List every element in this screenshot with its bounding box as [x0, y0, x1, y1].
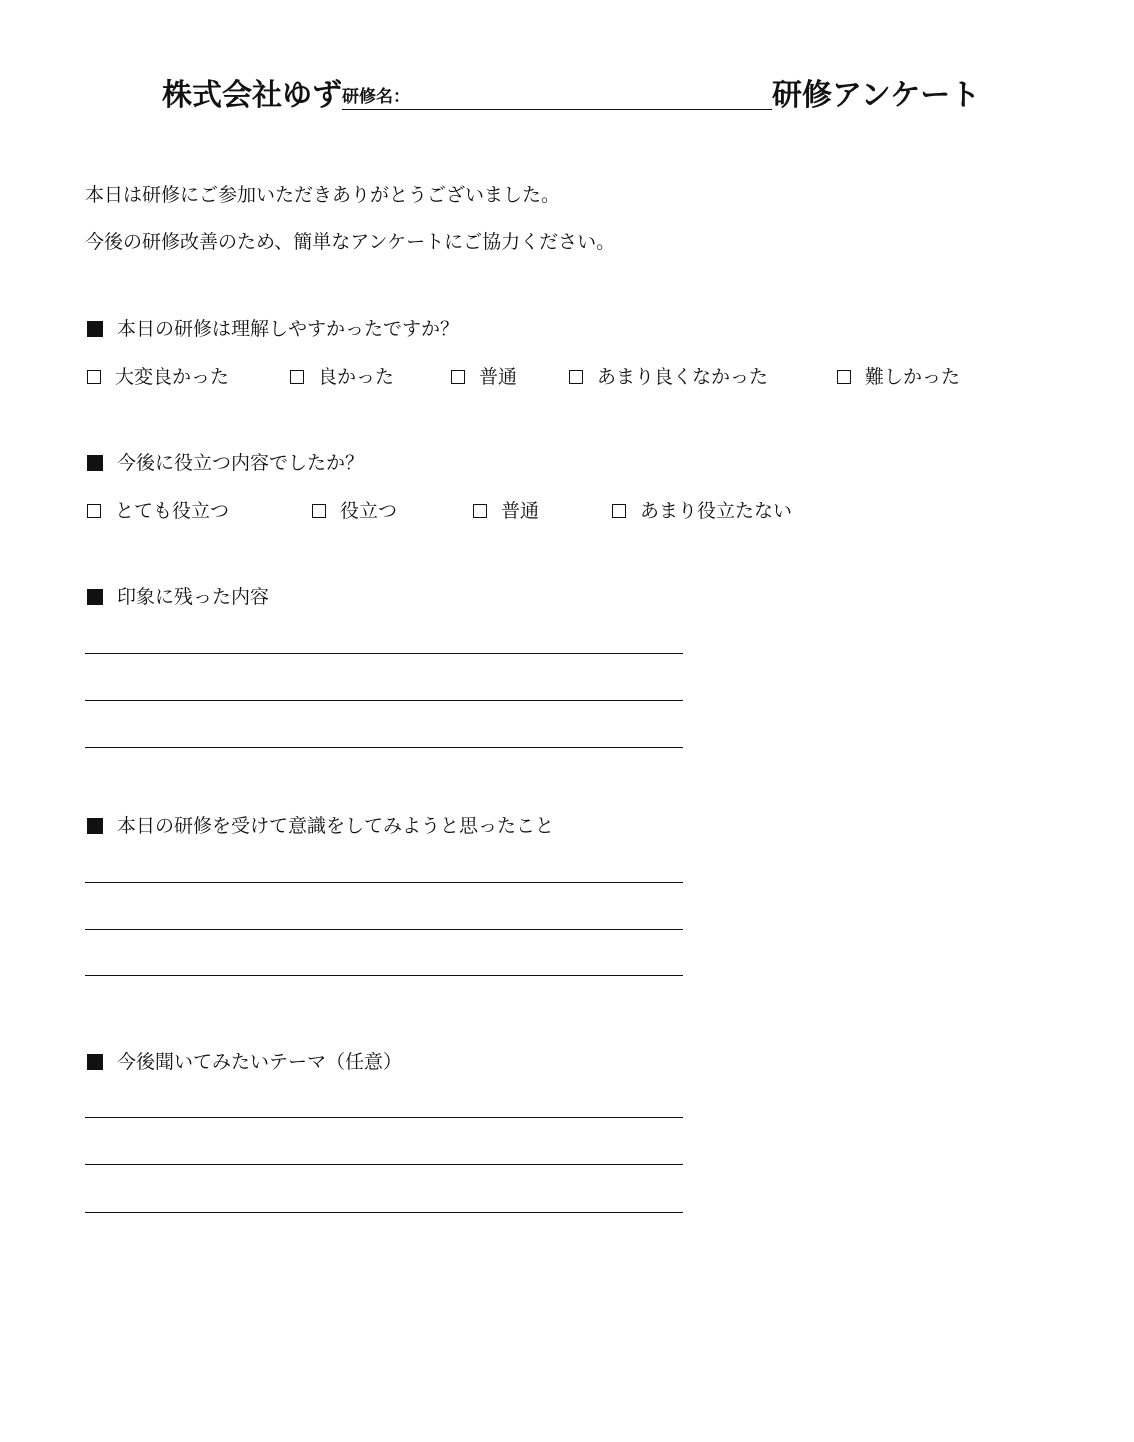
option-label: 大変良かった — [115, 366, 230, 388]
option-label: 普通 — [501, 500, 540, 522]
question-label: 本日の研修は理解しやすかったですか？ — [117, 318, 460, 340]
option-label: 難しかった — [865, 366, 961, 388]
answer-line[interactable] — [85, 882, 683, 883]
q1-option-average[interactable] — [449, 364, 517, 390]
square-bullet-icon — [87, 321, 103, 337]
question-understanding — [85, 316, 459, 342]
answer-line[interactable] — [85, 975, 683, 976]
square-bullet-icon — [87, 589, 103, 605]
checkbox-icon[interactable] — [312, 504, 326, 518]
q1-option-not-good[interactable] — [567, 364, 768, 390]
answer-line[interactable] — [85, 747, 683, 748]
training-name-label: 研修名： — [342, 87, 410, 107]
checkbox-icon[interactable] — [451, 370, 465, 384]
q1-option-very-good[interactable] — [85, 364, 229, 390]
checkbox-icon[interactable] — [290, 370, 304, 384]
survey-header — [162, 72, 1002, 116]
survey-title: 研修アンケート — [772, 78, 981, 113]
q1-option-good[interactable] — [288, 364, 394, 390]
q1-options — [85, 364, 1045, 390]
question-label: 本日の研修を受けて意識をしてみようと思ったこと — [117, 815, 555, 837]
option-label: とても役立つ — [115, 500, 230, 522]
option-label: あまり役立たない — [640, 500, 793, 522]
company-name: 株式会社ゆず — [162, 78, 342, 113]
q2-option-average[interactable] — [471, 498, 539, 524]
intro-line-2: 今後の研修改善のため、簡単なアンケートにご協力ください。 — [85, 231, 616, 253]
checkbox-icon[interactable] — [569, 370, 583, 384]
answer-line[interactable] — [85, 700, 683, 701]
question-usefulness — [85, 450, 364, 476]
checkbox-icon[interactable] — [87, 370, 101, 384]
square-bullet-icon — [87, 455, 103, 471]
question-label: 印象に残った内容 — [117, 586, 270, 608]
q1-option-difficult[interactable] — [835, 364, 960, 390]
checkbox-icon[interactable] — [87, 504, 101, 518]
q2-option-very-useful[interactable] — [85, 498, 229, 524]
q2-option-useful[interactable] — [310, 498, 397, 524]
question-awareness — [85, 813, 554, 839]
question-label: 今後に役立つ内容でしたか？ — [117, 452, 365, 474]
option-label: 役立つ — [340, 500, 398, 522]
checkbox-icon[interactable] — [473, 504, 487, 518]
checkbox-icon[interactable] — [612, 504, 626, 518]
answer-line[interactable] — [85, 929, 683, 930]
q2-options — [85, 498, 1045, 524]
q2-option-not-useful[interactable] — [610, 498, 792, 524]
intro-line-1: 本日は研修にご参加いただきありがとうございました。 — [85, 184, 561, 206]
question-label: 今後聞いてみたいテーマ（任意） — [117, 1051, 403, 1073]
answer-line[interactable] — [85, 1212, 683, 1213]
square-bullet-icon — [87, 1054, 103, 1070]
answer-line[interactable] — [85, 653, 683, 654]
square-bullet-icon — [87, 818, 103, 834]
answer-line[interactable] — [85, 1117, 683, 1118]
option-label: 普通 — [479, 366, 518, 388]
training-name-field[interactable] — [342, 75, 772, 110]
checkbox-icon[interactable] — [837, 370, 851, 384]
option-label: あまり良くなかった — [597, 366, 769, 388]
answer-line[interactable] — [85, 1164, 683, 1165]
question-impressions — [85, 584, 269, 610]
question-future-themes — [85, 1049, 402, 1075]
option-label: 良かった — [318, 366, 395, 388]
